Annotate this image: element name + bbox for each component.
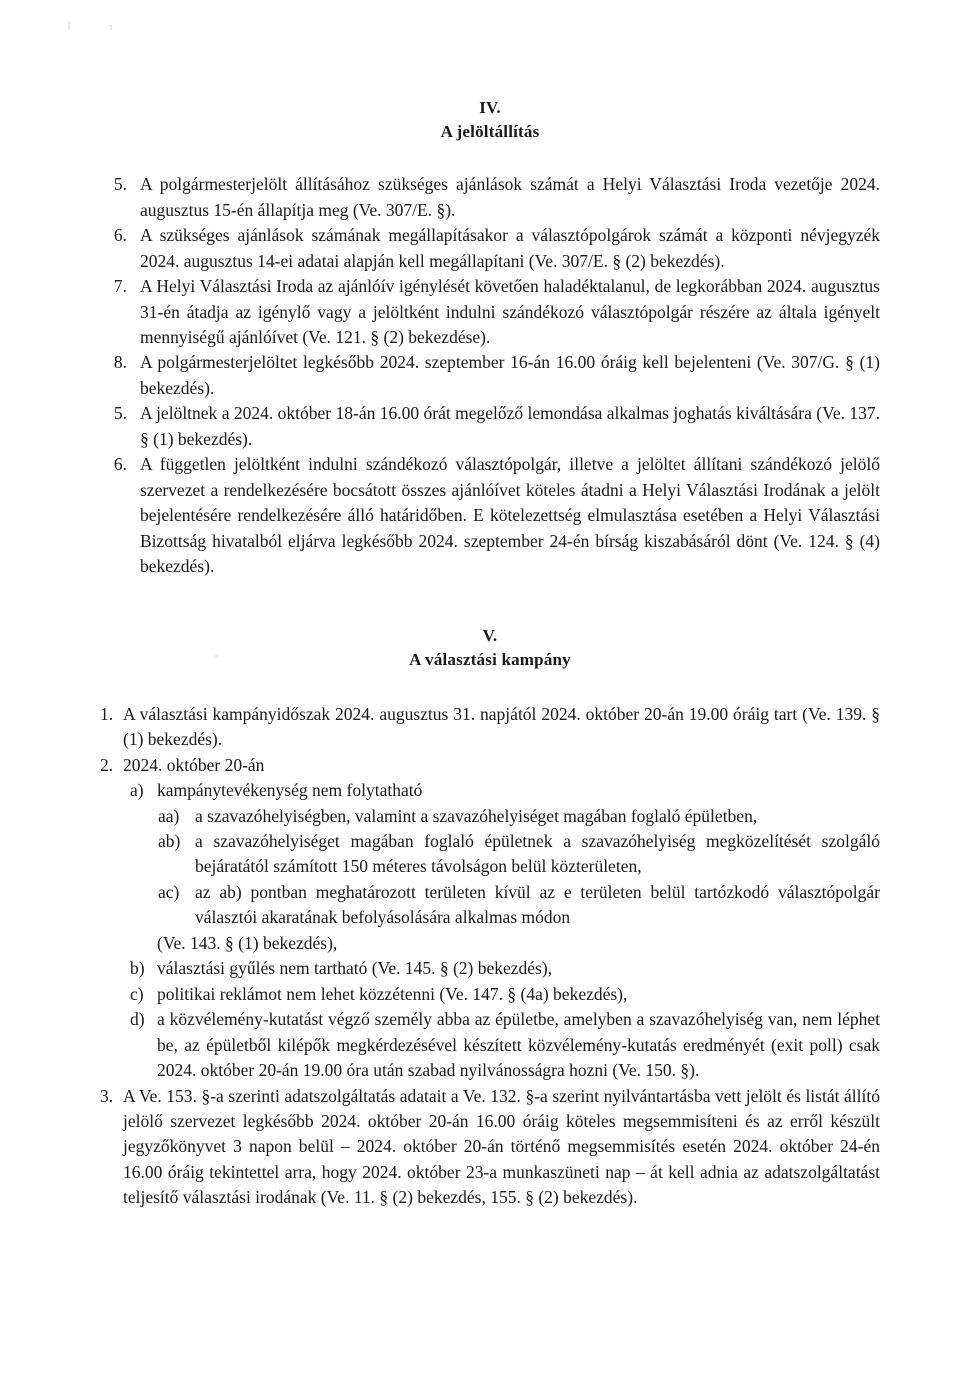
list-marker: 1.: [100, 703, 114, 724]
list-marker: 6.: [113, 454, 127, 475]
sub-list-item-text: politikai reklámot nem lehet közzétenni (Ve. 147. § (4a) bekezdés),: [157, 983, 628, 1004]
list-item: [100, 274, 880, 350]
list-item: [100, 172, 880, 223]
sub-list-item-text: választási gyűlés nem tartható (Ve. 145. § (2) bekezdés),: [157, 958, 553, 979]
sub-sub-list-item: [100, 880, 880, 931]
spacer: [100, 144, 880, 172]
list-item-text: A Helyi Választási Iroda az ajánlóív igénylését követően haladéktalanul, de legkorábban 2024. augusztus 31-én átadja az igénylő vagy a jelöltként indulni szándékozó választópolgár részére az általa igényelt mennyiségű ajánlóívet (Ve. 121. § (2) bekezdése).: [140, 276, 880, 347]
spacer: [100, 672, 880, 702]
list-marker: 7.: [113, 276, 127, 297]
spacer: [100, 580, 880, 624]
list-marker: 8.: [113, 352, 127, 373]
section-v-title: A választási kampány: [409, 649, 571, 669]
list-item-text: A polgármesterjelölt állításához szükséges ajánlások számát a Helyi Választási Iroda vezetője 2024. augusztus 15-én állapítja meg (Ve. 307/E. §).: [140, 174, 880, 220]
list-marker: 3.: [100, 1085, 114, 1106]
list-marker: 5.: [113, 174, 127, 195]
list-item-text: A választási kampányidőszak 2024. augusztus 31. napjától 2024. október 20-án 19.00 óráig tart (Ve. 139. § (1) bekezdés).: [123, 703, 880, 750]
scan-artifact: [110, 25, 112, 30]
list-marker: ac): [158, 881, 180, 902]
list-item: [100, 401, 880, 452]
section-v-heading: [100, 624, 880, 672]
sub-sub-list-item-text: a szavazóhelyiséget magában foglaló épületnek a szavazóhelyiség megközelítését szolgáló bejáratától számított 150 méteres távolságon belül közterületen,: [195, 831, 880, 877]
list-item: [100, 702, 880, 753]
list-item-text: A polgármesterjelöltet legkésőbb 2024. szeptember 16-án 16.00 óráig kell bejelenteni (Ve. 307/G. § (1) bekezdés).: [140, 352, 880, 398]
sub-list-item-text: kampánytevékenység nem folytatható: [157, 780, 423, 801]
scan-artifact: [68, 22, 70, 30]
list-marker: 6.: [113, 225, 127, 246]
sub-sub-list-item: [100, 804, 880, 829]
list-item: [100, 452, 880, 579]
list-item-text: A Ve. 153. §-a szerinti adatszolgáltatás adatait a Ve. 132. §-a szerint nyilvántartásba vett jelölt és listát állító jelölő szervezet legkésőbb 2024. október 20-án 16.00 óráig köteles megsemmisíteni és az erről készült jegyzőkönyvet 3 napon belül – 2024. október 20-án történő megsemmisítés esetén 2024. október 24-én 16.00 óráig tekintettel arra, hogy 2024. október 23-a munkaszüneti nap – át kell adnia az adatszolgáltatást teljesítő választási irodának (Ve. 11. § (2) bekezdés, 155. § (2) bekezdés).: [123, 1085, 880, 1208]
list-item-text: A szükséges ajánlások számának megállapításakor a választópolgárok számát a központi névjegyzék 2024. augusztus 14-ei adatai alapján kell megállapítani (Ve. 307/E. § (2) bekezdés).: [140, 225, 880, 271]
list-marker: 5.: [113, 403, 127, 424]
list-marker: c): [130, 983, 144, 1004]
section-v-numeral: V.: [482, 625, 498, 645]
sub-list-item: [100, 982, 880, 1007]
section-iv-heading: [100, 96, 880, 144]
list-item: [100, 753, 880, 778]
list-item-text: A független jelöltként indulni szándékozó választópolgár, illetve a jelöltet állítani szándékozó jelölő szervezet a rendelkezésére bocsátott összes ajánlóívet köteles átadni a Helyi Választási Irodának a jelölt bejelentésére rendelkezésére álló határidőben. E kötelezettség elmulasztása esetében a Helyi Választási Bizottság hivatalból eljárva legkésőbb 2024. szeptember 24-én bírság kiszabásáról dönt (Ve. 124. § (4) bekezdés).: [140, 454, 880, 577]
list-item-text: 2024. október 20-án: [123, 754, 265, 775]
document-content: [100, 96, 880, 1211]
sub-list-item: [100, 956, 880, 981]
sub-sub-list-item-text: az ab) pontban meghatározott területen kívül az e területen belül tartózkodó választópolgár választói akaratának befolyásolására alkalmas módon: [195, 881, 880, 928]
section-iv-numeral: IV.: [479, 98, 501, 117]
list-marker: ab): [158, 831, 181, 852]
list-marker: a): [130, 780, 144, 801]
list-marker: d): [130, 1009, 145, 1030]
sub-list-item-text: a közvélemény-kutatást végző személy abba az épületbe, amelyben a szavazóhelyiség van, nem léphet be, az épületből kilépők megkérdezésével készített közvélemény-kutatás eredményét (exit poll) csak 2024. október 20-án 19.00 óra után szabad nyilvánosságra hozni (Ve. 150. §).: [157, 1009, 880, 1081]
sub-list-item: [100, 1007, 880, 1083]
sub-list-item: [100, 778, 880, 803]
list-marker: 2.: [100, 754, 114, 775]
sub-sub-list-item: [100, 829, 880, 880]
list-item-text: A jelöltnek a 2024. október 18-án 16.00 órát megelőző lemondása alkalmas joghatás kiváltására (Ve. 137. § (1) bekezdés).: [140, 403, 880, 449]
closing-reference: (Ve. 143. § (1) bekezdés),: [157, 932, 338, 953]
section-iv-title: A jelöltállítás: [440, 122, 540, 142]
list-item: [100, 350, 880, 401]
list-item: [100, 1084, 880, 1211]
sub-sub-list-item-text: a szavazóhelyiségben, valamint a szavazóhelyiséget magában foglaló épületben,: [195, 805, 758, 826]
list-marker: b): [130, 958, 145, 979]
list-item: [100, 223, 880, 274]
list-marker: aa): [158, 805, 180, 826]
